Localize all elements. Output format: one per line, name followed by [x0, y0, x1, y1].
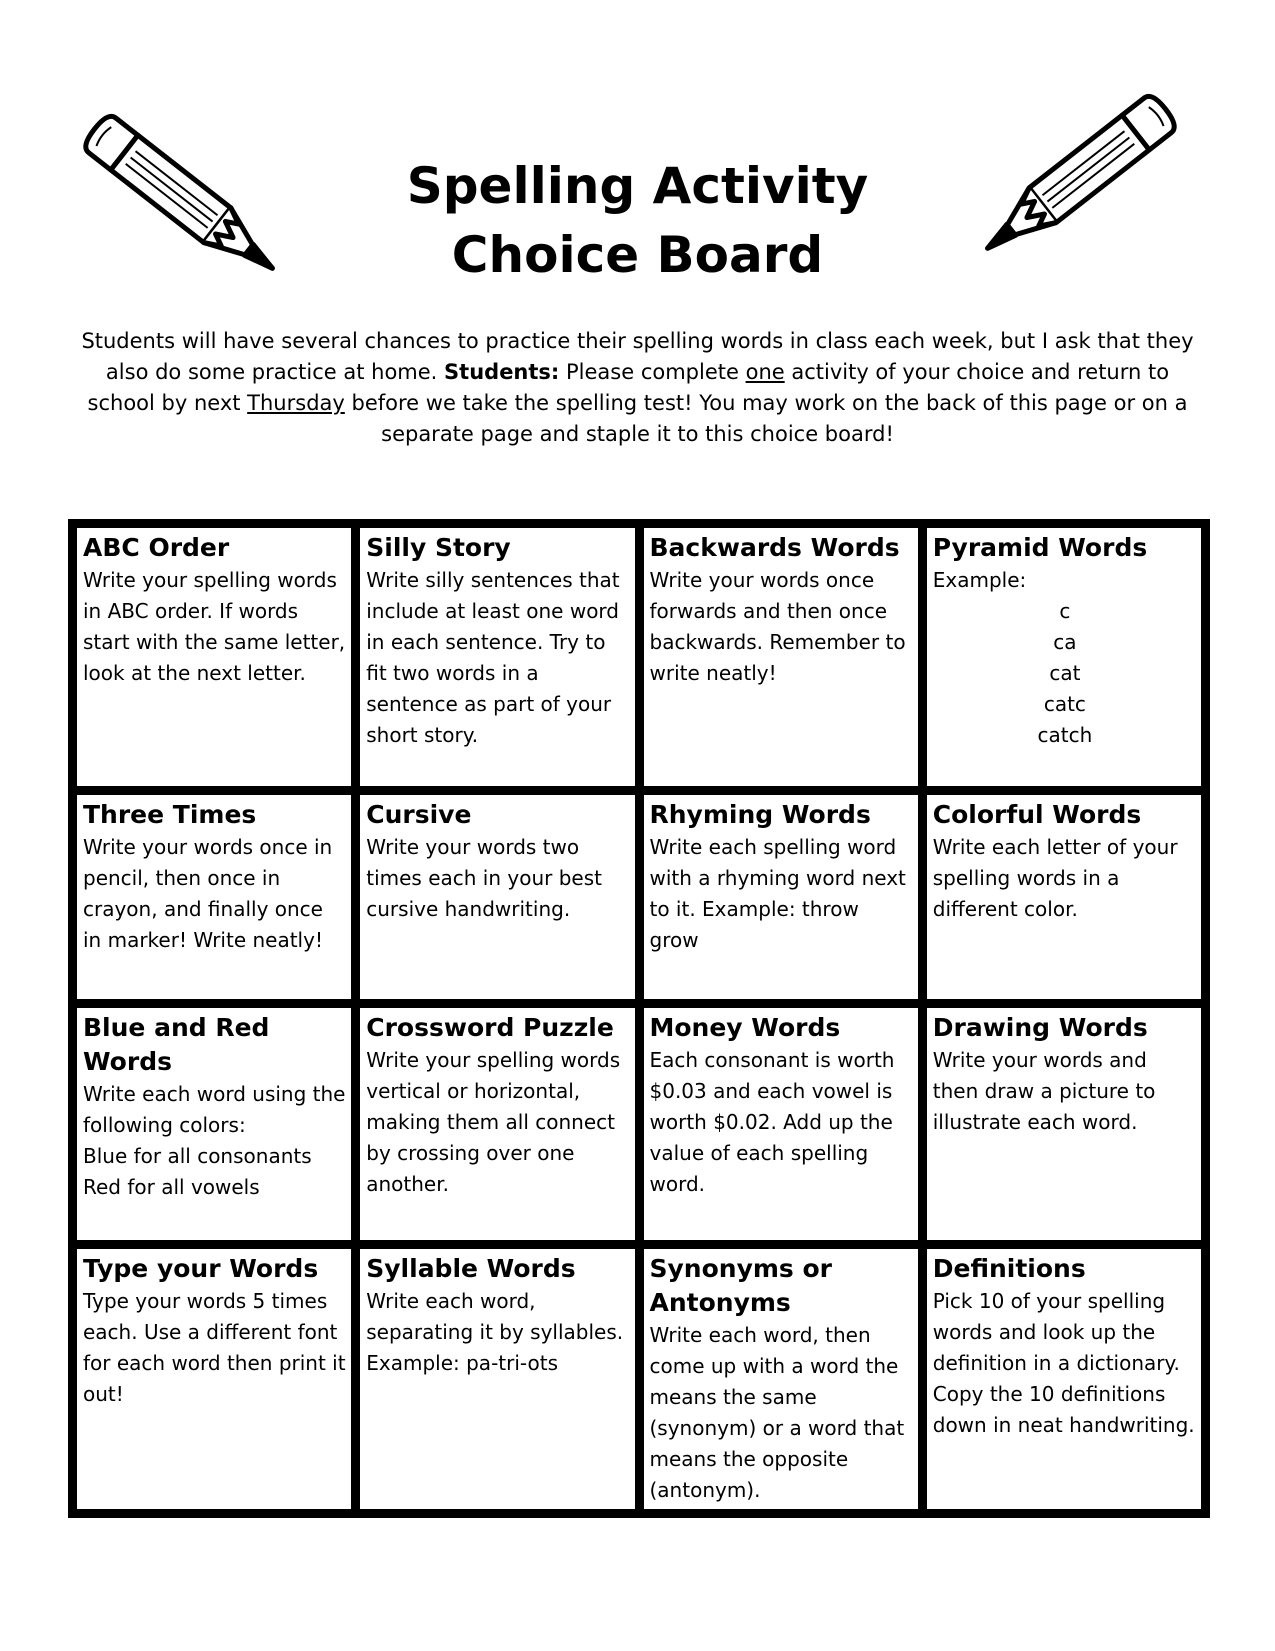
- title-line-2: Choice Board: [451, 226, 824, 284]
- board-cell: [356, 1004, 639, 1245]
- cell-title: ABC Order: [83, 533, 230, 562]
- cell-title: Blue and Red Words: [83, 1013, 270, 1076]
- page-title: [330, 152, 945, 290]
- pencil-icon: [950, 75, 1200, 285]
- cell-title: Crossword Puzzle: [366, 1013, 614, 1042]
- cell-title: Silly Story: [366, 533, 511, 562]
- cell-title: Money Words: [649, 1013, 841, 1042]
- pyramid-line: catc: [1043, 692, 1086, 716]
- board-cell: [922, 1004, 1205, 1245]
- board-row: [73, 1004, 1206, 1245]
- board-cell: [639, 1245, 922, 1514]
- board-cell: [356, 791, 639, 1004]
- cell-title: Type your Words: [83, 1254, 319, 1283]
- cell-title: Rhyming Words: [649, 800, 871, 829]
- choice-board: [68, 519, 1210, 1518]
- pencil-icon-right-graphic: [950, 75, 1200, 285]
- pencil-icon-left-graphic: [60, 100, 310, 300]
- board-cell: [73, 1245, 356, 1514]
- intro-text-1: Students will have several chances to practice their spelling words in class each week, but I ask that they also do some practice at home.: [81, 329, 1194, 384]
- cell-title: Drawing Words: [932, 1013, 1148, 1042]
- board-cell: [922, 1245, 1205, 1514]
- pyramid-line: c: [1059, 599, 1071, 623]
- cell-text: Write your words two times each in your best cursive handwriting.: [366, 835, 602, 921]
- pyramid-line: catch: [1037, 723, 1093, 747]
- cell-text: Write your spelling words vertical or horizontal, making them all connect by crossing over one another.: [366, 1048, 621, 1196]
- board-cell: [639, 524, 922, 791]
- cell-text: Write each word, then come up with a word the means the same (synonym) or a word that means the opposite (antonym).: [649, 1323, 905, 1502]
- board-cell: [73, 524, 356, 791]
- board-cell: [922, 524, 1205, 791]
- cell-title: Colorful Words: [932, 800, 1142, 829]
- cell-title: Pyramid Words: [932, 533, 1148, 562]
- intro-paragraph: [70, 326, 1205, 450]
- pencil-icon: [60, 100, 310, 300]
- cell-text: Write your words once forwards and then once backwards. Remember to write neatly!: [649, 568, 906, 685]
- cell-text-line-2: Blue for all consonants: [83, 1144, 312, 1168]
- pyramid-line: cat: [1049, 661, 1081, 685]
- intro-text-3: activity of your choice and return to school by next: [87, 360, 1170, 415]
- cell-text: Each consonant is worth $0.03 and each vowel is worth $0.02. Add up the value of each spelling word.: [649, 1048, 895, 1196]
- board-row: [73, 1245, 1206, 1514]
- cell-title: Backwards Words: [649, 533, 900, 562]
- board-cell: [639, 1004, 922, 1245]
- title-line-1: Spelling Activity: [406, 157, 869, 215]
- cell-title: Cursive: [366, 800, 472, 829]
- cell-text: Write your words once in pencil, then once in crayon, and finally once in marker! Write neatly!: [83, 835, 333, 952]
- intro-underline-one: one: [745, 360, 785, 384]
- cell-title: Synonyms or Antonyms: [649, 1254, 833, 1317]
- cell-title: Three Times: [83, 800, 257, 829]
- cell-text: Pick 10 of your spelling words and look up the definition in a dictionary. Copy the 10 definitions down in neat handwriting.: [932, 1289, 1195, 1437]
- cell-text: Write each letter of your spelling words in a different color.: [932, 835, 1178, 921]
- cell-text: Write your spelling words in ABC order. If words start with the same letter, look at the next letter.: [83, 568, 346, 685]
- pyramid-line: ca: [1053, 630, 1077, 654]
- cell-text: Write each spelling word with a rhyming word next to it. Example: throw grow: [649, 835, 906, 952]
- board-cell: [639, 791, 922, 1004]
- intro-bold-students: Students:: [444, 360, 560, 384]
- board-row: [73, 524, 1206, 791]
- pyramid-example: [933, 596, 1197, 751]
- cell-title: Syllable Words: [366, 1254, 576, 1283]
- cell-text: Example:: [932, 568, 1027, 592]
- board-cell: [356, 1245, 639, 1514]
- cell-text: Write each word, separating it by syllables.: [366, 1289, 624, 1344]
- cell-text: Type your words 5 times each. Use a different font for each word then print it out!: [83, 1289, 346, 1406]
- board-row: [73, 791, 1206, 1004]
- intro-text-2: Please complete: [559, 360, 746, 384]
- cell-title: Definitions: [932, 1254, 1086, 1283]
- intro-underline-thursday: Thursday: [247, 391, 345, 415]
- cell-text: Write your words and then draw a picture to illustrate each word.: [932, 1048, 1156, 1134]
- intro-text-4: before we take the spelling test! You may work on the back of this page or on a separate page and staple it to this choice board!: [344, 391, 1188, 446]
- cell-text: Write each word using the following colors:: [83, 1082, 346, 1137]
- cell-text-line-3: Red for all vowels: [83, 1175, 260, 1199]
- board-cell: [73, 791, 356, 1004]
- cell-text: Write silly sentences that include at least one word in each sentence. Try to fit two words in a sentence as part of your short story.: [366, 568, 620, 747]
- cell-text-line-2: Example: pa-tri-ots: [366, 1351, 558, 1375]
- board-cell: [922, 791, 1205, 1004]
- board-cell: [356, 524, 639, 791]
- board-cell: [73, 1004, 356, 1245]
